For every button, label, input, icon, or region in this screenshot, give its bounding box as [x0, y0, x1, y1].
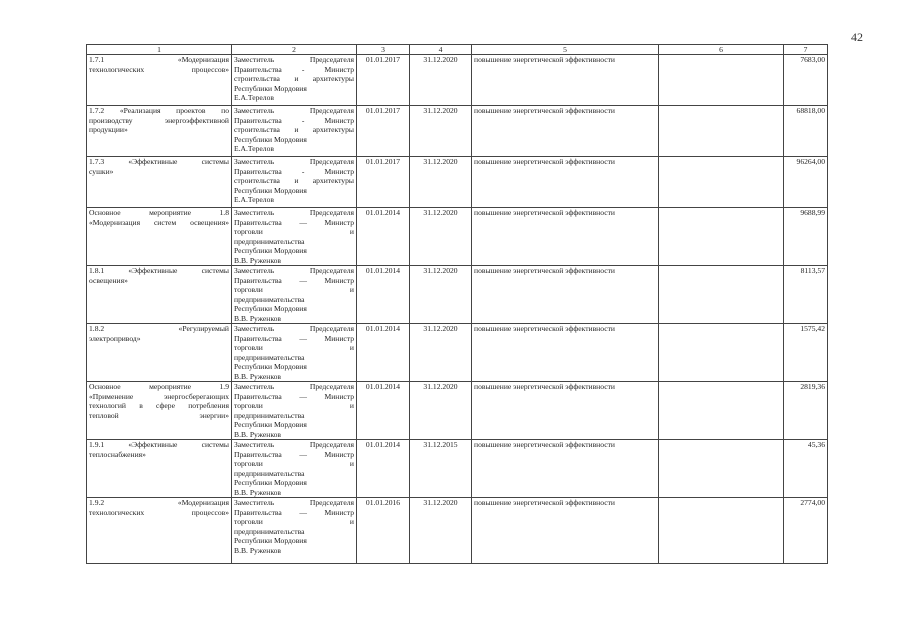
responsible-line: Республики Мордовия	[234, 83, 307, 93]
value-cell: 68818,00	[784, 106, 828, 157]
measure-name-line: 1.9.2 «Модернизация	[89, 498, 229, 507]
note-cell	[659, 324, 784, 382]
measure-name-cell	[87, 324, 232, 382]
responsible-line: Заместитель Председателя	[234, 208, 354, 217]
responsible-line: Правительства — Министр	[234, 333, 354, 343]
responsible-line: В.В. Руженков	[234, 545, 282, 555]
responsible-cell	[232, 208, 357, 266]
responsible-line: Правительства — Министр	[234, 507, 354, 517]
end-date-cell: 31.12.2020	[410, 382, 472, 440]
measure-name-line: 1.9.1 «Эффективные системы	[89, 440, 229, 449]
measure-name-cell	[87, 157, 232, 208]
responsible-line: торговли и	[234, 285, 354, 294]
value-cell: 2774,00	[784, 498, 828, 564]
column-header: 5	[472, 45, 659, 55]
measure-name-line: «Модернизация систем освещения»	[89, 217, 229, 227]
measure-name-line: технологических процессов»	[89, 64, 229, 74]
note-cell	[659, 55, 784, 106]
responsible-line: Заместитель Председателя	[234, 382, 354, 391]
table-row	[87, 498, 828, 564]
end-date-cell: 31.12.2020	[410, 266, 472, 324]
measure-name-cell	[87, 208, 232, 266]
measure-name-cell	[87, 498, 232, 564]
column-header: 3	[357, 45, 410, 55]
measure-name-line: электропривод»	[89, 333, 141, 343]
measure-name-cell	[87, 266, 232, 324]
result-cell: повышение энергетической эффективности	[472, 106, 659, 157]
responsible-line: предпринимательства	[234, 410, 305, 420]
value-cell: 2819,36	[784, 382, 828, 440]
responsible-line: торговли и	[234, 517, 354, 526]
note-cell	[659, 382, 784, 440]
measure-name-cell	[87, 106, 232, 157]
measure-name-line: технологий в сфере потребления	[89, 401, 229, 410]
result-cell: повышение энергетической эффективности	[472, 324, 659, 382]
value-cell: 96264,00	[784, 157, 828, 208]
header-row	[87, 45, 828, 55]
start-date-cell: 01.01.2017	[357, 157, 410, 208]
measure-name-line: «Применение энергосберегающих	[89, 391, 229, 401]
start-date-cell: 01.01.2016	[357, 498, 410, 564]
measure-name-line: технологических процессов»	[89, 507, 229, 517]
measure-name-line: 1.7.2 «Реализация проектов по	[89, 106, 229, 115]
table-row	[87, 208, 828, 266]
measure-name-line: сушки»	[89, 166, 114, 176]
responsible-line: Заместитель Председателя	[234, 324, 354, 333]
table-row	[87, 55, 828, 106]
value-cell: 8113,57	[784, 266, 828, 324]
responsible-line: Заместитель Председателя	[234, 266, 354, 275]
measure-name-cell	[87, 440, 232, 498]
measure-name-line: освещения»	[89, 275, 128, 285]
responsible-line: торговли и	[234, 459, 354, 468]
responsible-line: Республики Мордовия	[234, 478, 307, 487]
responsible-line: Правительства — Министр	[234, 449, 354, 459]
end-date-cell: 31.12.2020	[410, 498, 472, 564]
table-row	[87, 440, 828, 498]
start-date-cell: 01.01.2014	[357, 208, 410, 266]
responsible-line: торговли и	[234, 227, 354, 236]
responsible-cell	[232, 440, 357, 498]
start-date-cell: 01.01.2014	[357, 324, 410, 382]
responsible-cell	[232, 157, 357, 208]
responsible-line: Правительства — Министр	[234, 391, 354, 401]
responsible-line: Правительства - Министр	[234, 115, 354, 125]
responsible-line: Республики Мордовия	[234, 246, 307, 255]
column-header: 2	[232, 45, 357, 55]
responsible-line: строительства и архитектуры	[234, 74, 354, 83]
measure-name-line: производству энергоэффективной	[89, 115, 229, 125]
measure-name-line: теплоснабжения»	[89, 449, 146, 459]
responsible-line: Правительства — Министр	[234, 217, 354, 227]
value-cell: 45,36	[784, 440, 828, 498]
responsible-line: Правительства - Министр	[234, 64, 354, 74]
note-cell	[659, 440, 784, 498]
responsible-line: торговли и	[234, 343, 354, 352]
table-row	[87, 106, 828, 157]
start-date-cell: 01.01.2017	[357, 106, 410, 157]
responsible-cell	[232, 55, 357, 106]
responsible-cell	[232, 498, 357, 564]
responsible-line: Республики Мордовия	[234, 185, 307, 195]
measure-name-line: 1.8.2 «Регулируемый	[89, 324, 229, 333]
responsible-line: предпринимательства	[234, 236, 305, 246]
responsible-line: Заместитель Председателя	[234, 157, 354, 166]
value-cell: 9688,99	[784, 208, 828, 266]
responsible-line: Е.А.Терелов	[234, 144, 274, 153]
note-cell	[659, 208, 784, 266]
responsible-line: В.В. Руженков	[234, 371, 282, 381]
end-date-cell: 31.12.2020	[410, 157, 472, 208]
value-cell: 1575,42	[784, 324, 828, 382]
start-date-cell: 01.01.2014	[357, 440, 410, 498]
result-cell: повышение энергетической эффективности	[472, 266, 659, 324]
responsible-cell	[232, 382, 357, 440]
responsible-cell	[232, 106, 357, 157]
responsible-line: В.В. Руженков	[234, 313, 282, 323]
responsible-line: Заместитель Председателя	[234, 498, 354, 507]
end-date-cell: 31.12.2020	[410, 208, 472, 266]
column-header: 1	[87, 45, 232, 55]
measure-name-line: тепловой энергии»	[89, 410, 229, 420]
start-date-cell: 01.01.2017	[357, 55, 410, 106]
responsible-line: Правительства - Министр	[234, 166, 354, 176]
responsible-line: строительства и архитектуры	[234, 125, 354, 134]
measures-table	[86, 44, 828, 564]
responsible-line: Заместитель Председателя	[234, 55, 354, 64]
responsible-line: Е.А.Терелов	[234, 93, 274, 102]
responsible-line: Республики Мордовия	[234, 536, 307, 545]
responsible-line: строительства и архитектуры	[234, 176, 354, 185]
column-header: 7	[784, 45, 828, 55]
responsible-line: Республики Мордовия	[234, 304, 307, 313]
measure-name-line: 1.8.1 «Эффективные системы	[89, 266, 229, 275]
responsible-line: Е.А.Терелов	[234, 195, 274, 204]
responsible-line: Заместитель Председателя	[234, 440, 354, 449]
responsible-line: предпринимательства	[234, 352, 305, 362]
value-cell: 7683,00	[784, 55, 828, 106]
responsible-line: Республики Мордовия	[234, 420, 307, 429]
table-row	[87, 324, 828, 382]
end-date-cell: 31.12.2020	[410, 55, 472, 106]
responsible-line: Заместитель Председателя	[234, 106, 354, 115]
table-row	[87, 382, 828, 440]
page-number: 42	[851, 30, 863, 44]
measure-name-line: продукции»	[89, 125, 128, 134]
result-cell: повышение энергетической эффективности	[472, 498, 659, 564]
result-cell: повышение энергетической эффективности	[472, 208, 659, 266]
measure-name-line: 1.7.1 «Модернизация	[89, 55, 229, 64]
responsible-line: Правительства — Министр	[234, 275, 354, 285]
start-date-cell: 01.01.2014	[357, 266, 410, 324]
responsible-line: В.В. Руженков	[234, 487, 282, 497]
note-cell	[659, 157, 784, 208]
responsible-line: Республики Мордовия	[234, 362, 307, 371]
end-date-cell: 31.12.2015	[410, 440, 472, 498]
result-cell: повышение энергетической эффективности	[472, 440, 659, 498]
responsible-line: В.В. Руженков	[234, 429, 282, 439]
measure-name-line: Основное мероприятие 1.9	[89, 382, 229, 391]
responsible-line: Республики Мордовия	[234, 134, 307, 144]
measure-name-line: Основное мероприятие 1.8	[89, 208, 229, 217]
responsible-cell	[232, 266, 357, 324]
table-row	[87, 266, 828, 324]
column-header: 6	[659, 45, 784, 55]
measure-name-line: 1.7.3 «Эффективные системы	[89, 157, 229, 166]
end-date-cell: 31.12.2020	[410, 324, 472, 382]
column-header: 4	[410, 45, 472, 55]
result-cell: повышение энергетической эффективности	[472, 157, 659, 208]
start-date-cell: 01.01.2014	[357, 382, 410, 440]
result-cell: повышение энергетической эффективности	[472, 55, 659, 106]
responsible-cell	[232, 324, 357, 382]
table-row	[87, 157, 828, 208]
responsible-line: предпринимательства	[234, 468, 305, 478]
note-cell	[659, 106, 784, 157]
responsible-line: торговли и	[234, 401, 354, 410]
note-cell	[659, 266, 784, 324]
responsible-line: В.В. Руженков	[234, 255, 282, 265]
result-cell: повышение энергетической эффективности	[472, 382, 659, 440]
responsible-line: предпринимательства	[234, 526, 305, 536]
responsible-line: предпринимательства	[234, 294, 305, 304]
note-cell	[659, 498, 784, 564]
measure-name-cell	[87, 55, 232, 106]
measure-name-cell	[87, 382, 232, 440]
end-date-cell: 31.12.2020	[410, 106, 472, 157]
